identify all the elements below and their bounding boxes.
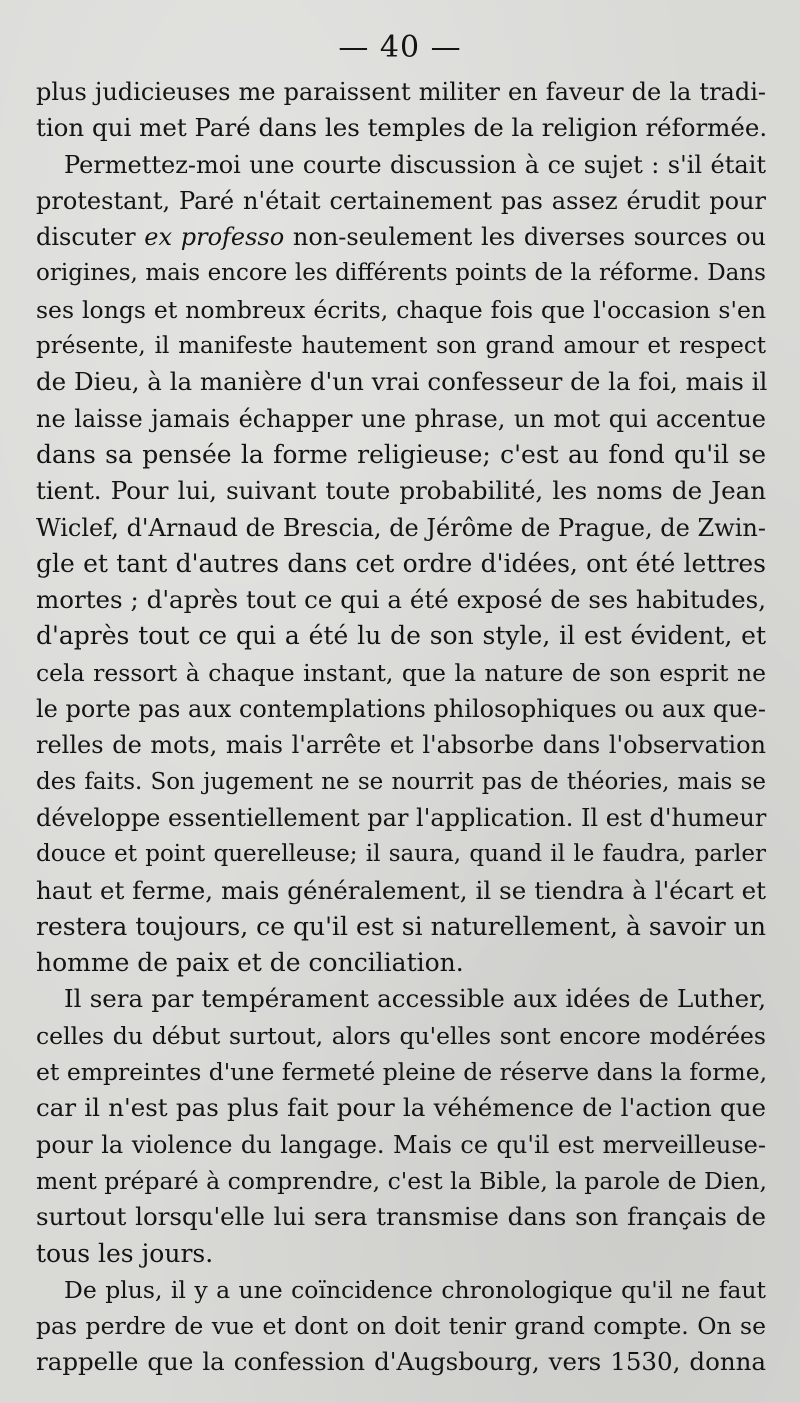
text-line: gle et tant d'autres dans cet ordre d'idées, ont été lettres: [36, 548, 766, 578]
text-line: celles du début surtout, alors qu'elles sont encore modérées: [36, 1021, 766, 1050]
text-line: homme de paix et de conciliation.: [36, 948, 464, 978]
text-line: présente, il manifeste hautement son grand amour et respect: [36, 333, 766, 360]
text-line: ment préparé à comprendre, c'est la Bible, la parole de Dien,: [36, 1166, 767, 1195]
text-line: douce et point querelleuse; il saura, quand il le faudra, parler: [36, 841, 766, 868]
text-segment: discuter: [36, 223, 145, 252]
text-line: rappelle que la confession d'Augsbourg, vers 1530, donna: [36, 1347, 766, 1377]
text-line: De plus, il y a une coïncidence chronologique qu'il ne faut: [64, 1275, 766, 1304]
text-line: [36, 219, 766, 255]
page-number: — 40 —: [338, 30, 462, 65]
text-line: pas perdre de vue et dont on doit tenir grand compte. On se: [36, 1312, 766, 1341]
text-line: relles de mots, mais l'arrête et l'absorbe dans l'observation: [36, 731, 766, 760]
text-line: ne laisse jamais échapper une phrase, un mot qui accentue: [36, 404, 766, 433]
text-line: car il n'est pas plus fait pour la véhémence de l'action que: [36, 1093, 766, 1123]
text-line: pour la violence du langage. Mais ce qu'il est merveilleuse-: [36, 1130, 766, 1159]
text-line: cela ressort à chaque instant, que la nature de son esprit ne: [36, 658, 766, 687]
text-line: Permettez-moi une courte discussion à ce sujet : s'il était: [64, 150, 766, 179]
body-text: [36, 74, 766, 1381]
text-line: et empreintes d'une fermeté pleine de réserve dans la forme,: [36, 1058, 768, 1087]
text-line: origines, mais encore les différents points de la réforme. Dans: [36, 260, 766, 287]
text-line: de Dieu, à la manière d'un vrai confesseur de la foi, mais il: [36, 367, 768, 397]
text-segment: non-seulement les diverses sources ou: [284, 223, 767, 252]
text-line: tion qui met Paré dans les temples de la religion réformée.: [36, 113, 768, 143]
text-line: tous les jours.: [36, 1238, 214, 1268]
text-line: tient. Pour lui, suivant toute probabilité, les noms de Jean: [36, 476, 766, 506]
text-line: mortes ; d'après tout ce qui a été exposé de ses habitudes,: [36, 585, 766, 615]
text-line: Wiclef, d'Arnaud de Brescia, de Jérôme de Prague, de Zwin-: [36, 513, 766, 542]
text-line: dans sa pensée la forme religieuse; c'est au fond qu'il se: [36, 439, 766, 469]
text-line: haut et ferme, mais généralement, il se tiendra à l'écart et: [36, 875, 766, 905]
text-line: Il sera par tempérament accessible aux idées de Luther,: [64, 984, 766, 1014]
text-line: développe essentiellement par l'application. Il est d'humeur: [36, 803, 767, 832]
text-line: surtout lorsqu'elle lui sera transmise dans son français de: [36, 1202, 766, 1232]
text-line: le porte pas aux contemplations philosophiques ou aux que-: [36, 695, 766, 724]
text-line: ses longs et nombreux écrits, chaque fois que l'occasion s'en: [36, 295, 766, 324]
text-line: des faits. Son jugement ne se nourrit pas de théories, mais se: [36, 768, 766, 795]
text-line: plus judicieuses me paraissent militer en faveur de la tradi-: [36, 78, 766, 106]
text-line: d'après tout ce qui a été lu de son style, il est évident, et: [36, 621, 766, 651]
text-line: restera toujours, ce qu'il est si naturellement, à savoir un: [36, 911, 766, 941]
italic-phrase: ex professo: [144, 223, 285, 252]
text-line: protestant, Paré n'était certainement pas assez érudit pour: [36, 186, 766, 215]
